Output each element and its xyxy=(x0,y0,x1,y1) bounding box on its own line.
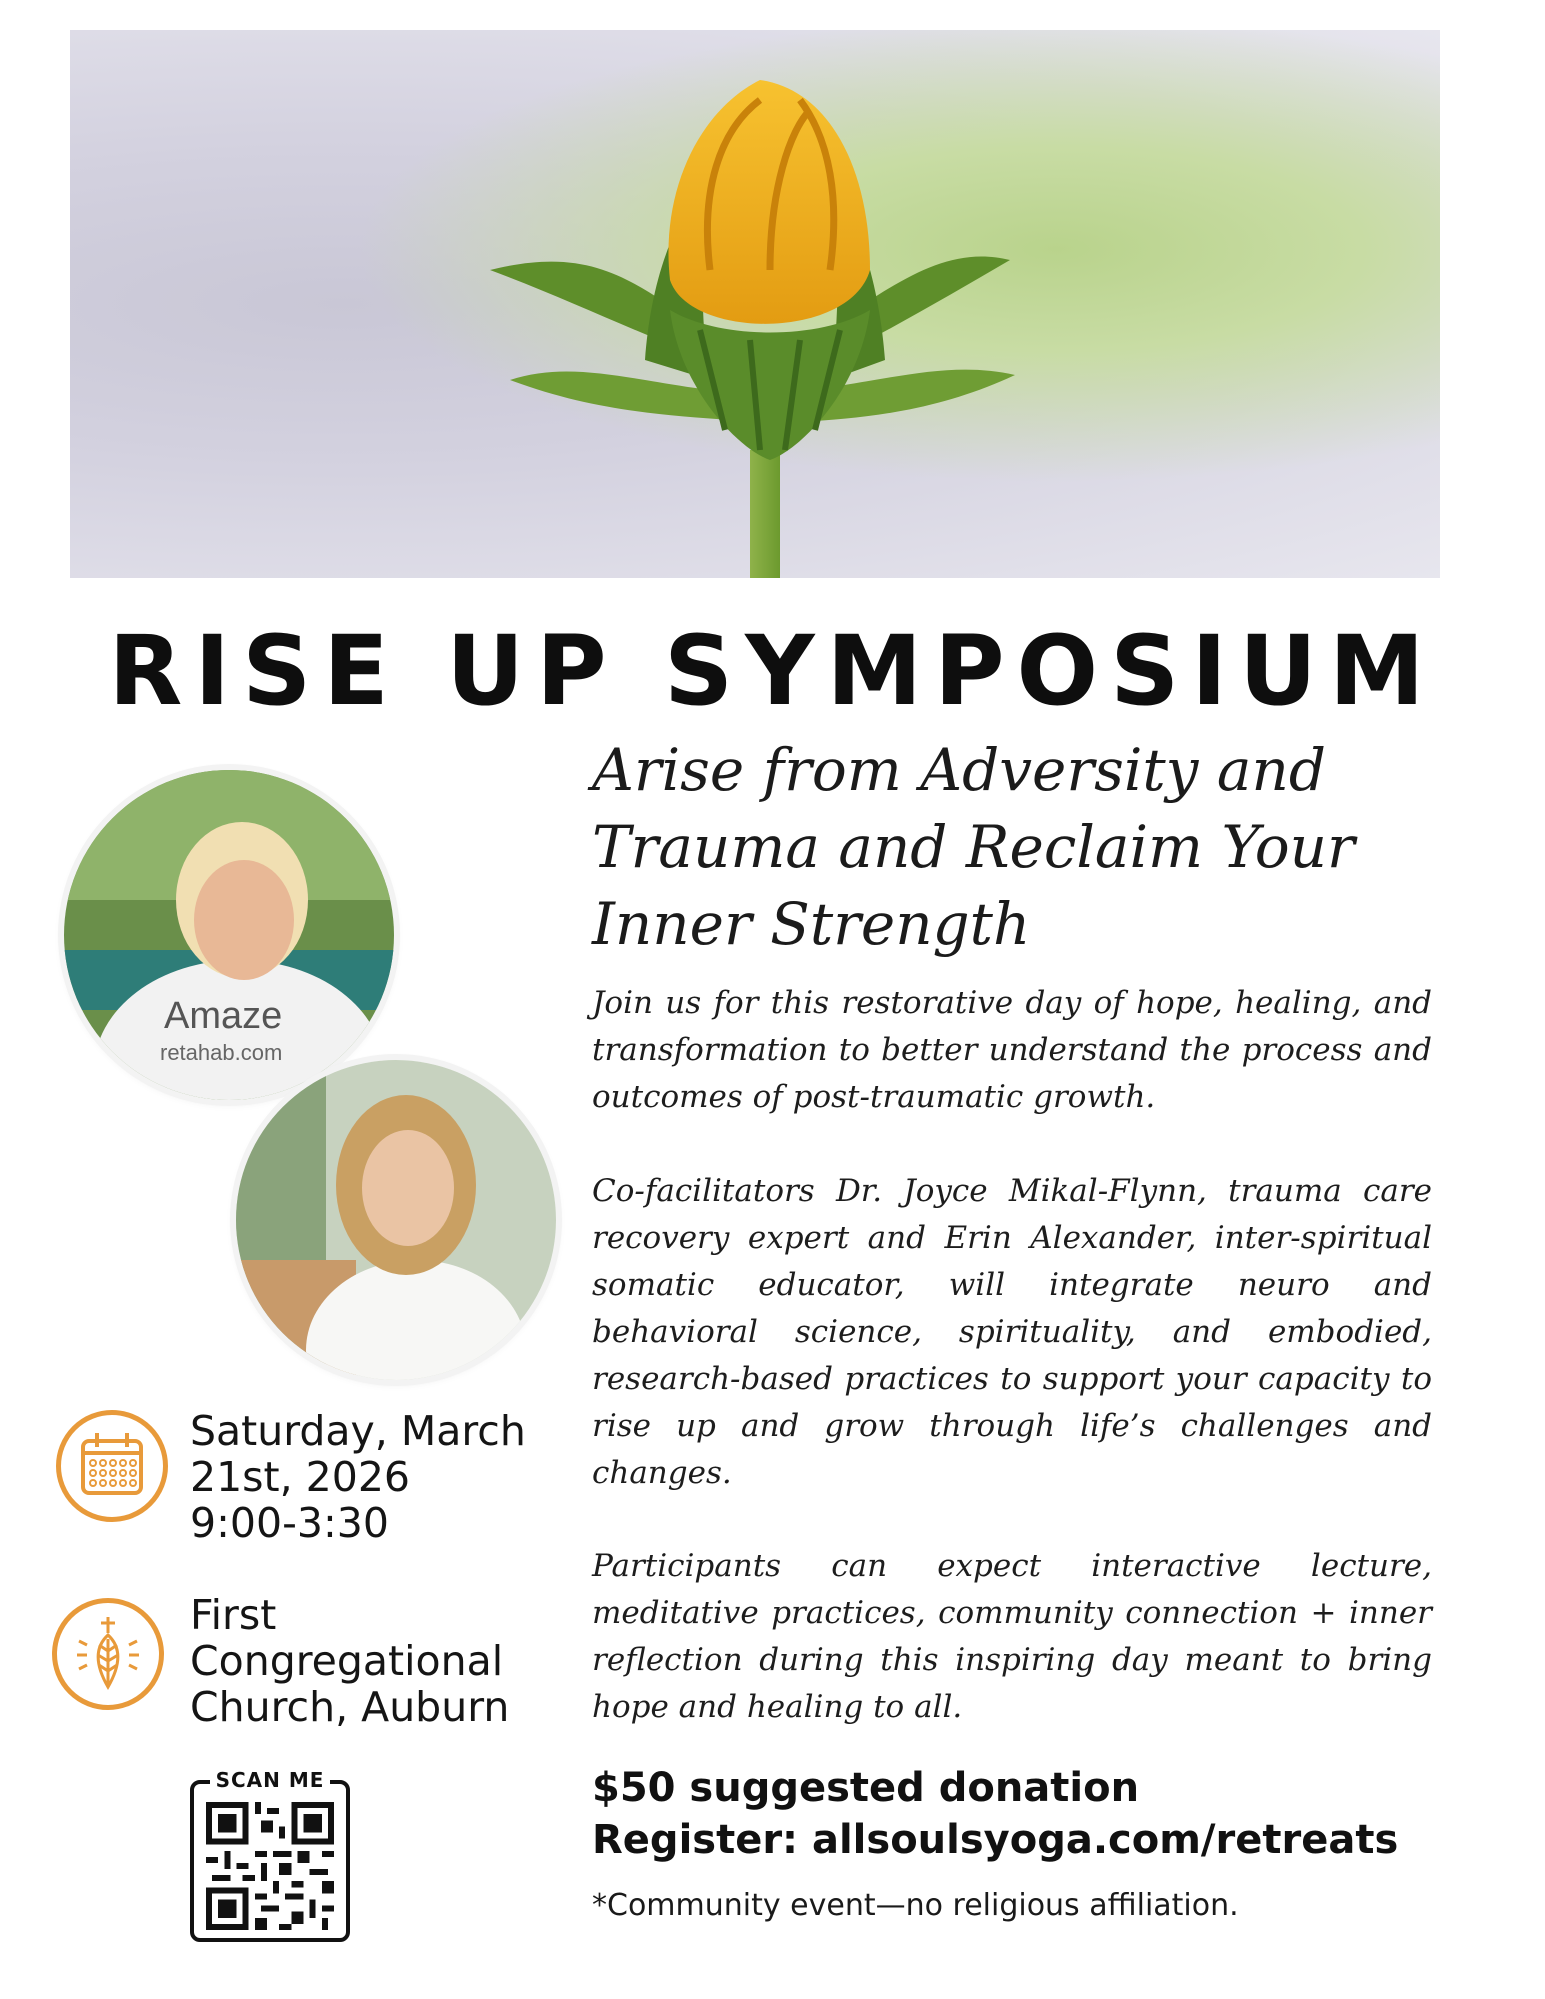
qr-code-icon xyxy=(206,1802,334,1930)
donation-block xyxy=(592,1762,1398,1866)
event-title: RISE UP SYMPOSIUM xyxy=(108,615,1437,727)
date-line: 21st, 2026 xyxy=(190,1453,411,1501)
church-icon xyxy=(52,1598,164,1710)
participants-paragraph: Participants can expect interactive lecture, meditative practices, community connection + inner reflection during this inspiring day meant to bring hope and healing to all. xyxy=(592,1548,1432,1725)
register-link[interactable]: Register: allsoulsyoga.com/retreats xyxy=(592,1817,1399,1863)
wheat-cross-icon-graphic xyxy=(57,1603,159,1705)
time-line: 9:00-3:30 xyxy=(190,1499,389,1547)
event-subtitle xyxy=(592,732,1452,963)
qr-code-box[interactable] xyxy=(190,1768,350,1942)
subtitle-line: Trauma and Reclaim Your xyxy=(592,813,1355,881)
portrait-illustration xyxy=(236,1060,556,1380)
flower-bud-illustration xyxy=(70,30,1440,578)
donation-text: $50 suggested donation xyxy=(592,1765,1140,1811)
date-line: Saturday, March xyxy=(190,1407,526,1455)
facilitator-photo-2 xyxy=(236,1060,556,1380)
venue-line: First xyxy=(190,1591,277,1639)
facilitator-photo-1 xyxy=(64,770,394,1100)
subtitle-line: Inner Strength xyxy=(592,890,1031,958)
shirt-text: Amaze xyxy=(164,995,283,1037)
venue-line: Congregational xyxy=(190,1637,504,1685)
qr-label: SCAN ME xyxy=(194,1768,346,1792)
subtitle-line: Arise from Adversity and xyxy=(592,736,1326,804)
facilitators-paragraph: Co-facilitators Dr. Joyce Mikal-Flynn, trauma care recovery expert and Erin Alexander, inter-spiritual somatic educator, will integrate neuro and behavioral science, spirituality, and embodied, research-based practices to support your capacity to rise up and grow through life’s challenges and changes. xyxy=(592,1173,1432,1491)
event-venue xyxy=(190,1592,509,1730)
shirt-text: retahab.com xyxy=(160,1040,283,1065)
calendar-icon-graphic xyxy=(61,1415,163,1517)
portrait-illustration xyxy=(64,770,394,1100)
venue-line: Church, Auburn xyxy=(190,1683,510,1731)
hero-image xyxy=(70,30,1440,578)
intro-paragraph: Join us for this restorative day of hope, healing, and transformation to better understand the process and outcomes of post-traumatic growth. xyxy=(592,985,1432,1115)
event-date xyxy=(190,1408,526,1546)
community-note: *Community event—no religious affiliation. xyxy=(592,1888,1239,1923)
calendar-icon xyxy=(56,1410,168,1522)
